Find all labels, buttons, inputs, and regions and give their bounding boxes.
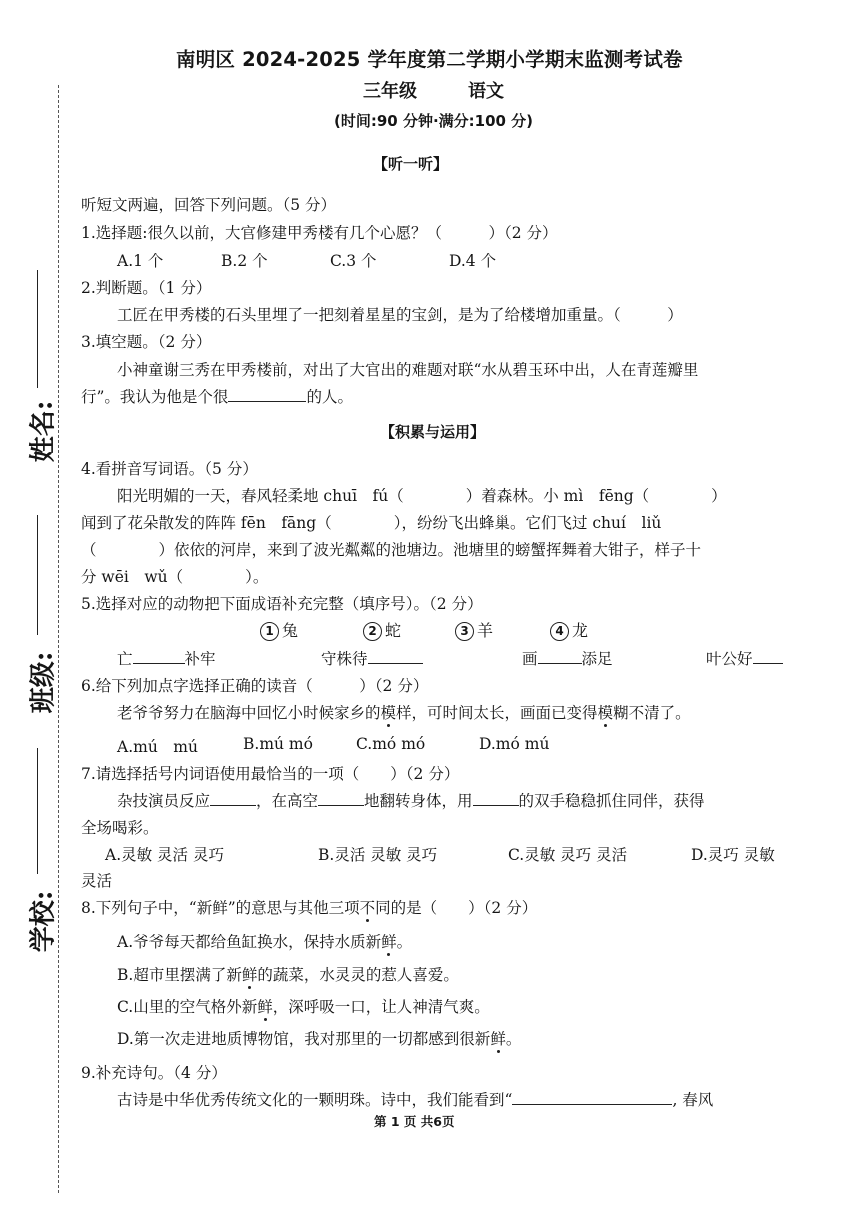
q1-option-a: A.1 个 — [117, 252, 164, 270]
dotted-char-1: 模 — [380, 704, 397, 722]
class-label: 班级: — [28, 651, 59, 714]
q8-option-a: A.爷爷每天都给鱼缸换水，保持水质新鲜。 — [117, 933, 413, 951]
exam-title: 南明区 2024-2025 学年度第二学期小学期末监测考试卷 — [176, 48, 683, 71]
question-5-title: 5.选择对应的动物把下面成语补充完整（填序号）。（2 分） — [81, 595, 483, 613]
question-2-title: 2.判断题。（1 分） — [81, 279, 212, 297]
animal-option-3: 3 羊 — [455, 618, 493, 641]
q6-option-c: C.mó mó — [356, 735, 426, 753]
question-7-title: 7.请选择括号内词语使用最恰当的一项（ ）（2 分） — [81, 765, 460, 783]
grade-label: 三年级 — [363, 81, 417, 102]
question-8-title: 8.下列句子中，“新鲜”的意思与其他三项不同的是（ ）（2 分） — [81, 899, 538, 917]
dotted-char-2: 模 — [597, 704, 614, 722]
question-2-body: 工匠在甲秀楼的石头里埋了一把刻着星星的宝剑，是为了给楼增加重量。（ ） — [117, 306, 683, 324]
animal-option-4: 4 龙 — [550, 618, 588, 641]
animal-option-2: 2 蛇 — [363, 618, 401, 641]
idiom-2: 守株待 — [321, 647, 423, 669]
section-heading-listen: 【听一听】 — [373, 155, 449, 173]
q8-option-c: C.山里的空气格外新鲜，深呼吸一口，让人神清气爽。 — [117, 998, 490, 1016]
question-1: 1.选择题:很久以前，大官修建甲秀楼有几个心愿？（ ）（2 分） — [81, 224, 558, 242]
name-label: 姓名: — [28, 400, 59, 463]
q6-option-b: B.mú mó — [243, 735, 313, 753]
q7-option-b: B.灵活 灵敏 灵巧 — [318, 846, 438, 864]
class-answer-line — [37, 515, 38, 635]
q7-blank-1[interactable] — [210, 791, 256, 806]
q3-answer-blank[interactable] — [228, 387, 306, 402]
q7-blank-3[interactable] — [473, 791, 519, 806]
q7-option-d: D.灵巧 灵敏 — [691, 846, 775, 864]
question-3-title: 3.填空题。（2 分） — [81, 333, 212, 351]
q7-option-a: A.灵敏 灵活 灵巧 — [105, 846, 224, 864]
q7-blank-2[interactable] — [318, 791, 364, 806]
question-4-line-2: 闻到了花朵散发的阵阵 fēn fāng（ ），纷纷飞出蜂巢。它们飞过 chuí liǔ — [81, 514, 662, 532]
q8-option-b: B.超市里摆满了新鲜的蔬菜，水灵灵的惹人喜爱。 — [117, 966, 459, 984]
name-answer-line — [37, 270, 38, 388]
q6-option-a: A.mú mú — [117, 738, 198, 756]
question-3-line-1: 小神童谢三秀在甲秀楼前，对出了大官出的难题对联“水从碧玉环中出，人在青莲瓣里 — [117, 361, 699, 379]
q6-option-d: D.mó mú — [479, 735, 550, 753]
school-answer-line — [37, 748, 38, 874]
school-label: 学校: — [28, 890, 59, 953]
q7-option-c: C.灵敏 灵巧 灵活 — [508, 846, 628, 864]
listen-intro: 听短文两遍，回答下列问题。（5 分） — [81, 196, 337, 214]
q9-answer-blank[interactable] — [512, 1090, 672, 1105]
q1-option-d: D.4 个 — [449, 252, 497, 270]
q1-option-b: B.2 个 — [221, 252, 268, 270]
page-number: 第 1 页 共6页 — [374, 1114, 455, 1129]
question-4-line-1: 阳光明媚的一天，春风轻柔地 chuī fú（ ）着森林。小 mì fēng（ ） — [117, 487, 727, 505]
question-6-sentence: 老爷爷努力在脑海中回忆小时候家乡的模样，可时间太长，画面已变得模糊不清了。 — [117, 704, 691, 722]
question-9-title: 9.补充诗句。（4 分） — [81, 1064, 227, 1082]
q1-option-c: C.3 个 — [330, 252, 377, 270]
exam-meta: (时间:90 分钟·满分:100 分) — [334, 112, 534, 130]
question-9-line-1: 古诗是中华优秀传统文化的一颗明珠。诗中，我们能看到“ , 春风 — [117, 1091, 714, 1109]
q8-option-d: D.第一次走进地质博物馆，我对那里的一切都感到很新鲜。 — [117, 1030, 522, 1048]
binding-dashed-line — [58, 85, 59, 1193]
idiom-4-blank[interactable] — [753, 649, 783, 664]
idiom-1: 亡 补牢 — [117, 650, 216, 668]
animal-option-1: 1 兔 — [260, 618, 298, 641]
idiom-4: 叶公好 — [706, 647, 783, 669]
q7-option-d-wrap: 灵活 — [81, 872, 113, 890]
question-6-title: 6.给下列加点字选择正确的读音（ ）（2 分） — [81, 677, 429, 695]
question-3-line-2: 行”。我认为他是个很 的人。 — [81, 388, 353, 406]
idiom-1-blank[interactable] — [133, 649, 185, 664]
question-4-title: 4.看拼音写词语。（5 分） — [81, 460, 258, 478]
question-7-line-2: 全场喝彩。 — [81, 819, 159, 837]
idiom-3-blank[interactable] — [538, 649, 582, 664]
question-4-line-4: 分 wēi wǔ（ ）。 — [81, 568, 269, 586]
section-heading-accumulate: 【积累与运用】 — [380, 423, 486, 441]
question-4-line-3: （ ）依依的河岸，来到了波光粼粼的池塘边。池塘里的螃蟹挥舞着大钳子，样子十 — [81, 541, 702, 559]
subject-label: 语文 — [468, 81, 504, 102]
idiom-2-blank[interactable] — [368, 649, 423, 664]
idiom-3: 画 添足 — [522, 650, 613, 668]
question-7-line-1: 杂技演员反应 ，在高空 地翻转身体，用 的双手稳稳抓住同伴，获得 — [117, 792, 705, 810]
dotted-char-not: 不 — [359, 899, 376, 917]
